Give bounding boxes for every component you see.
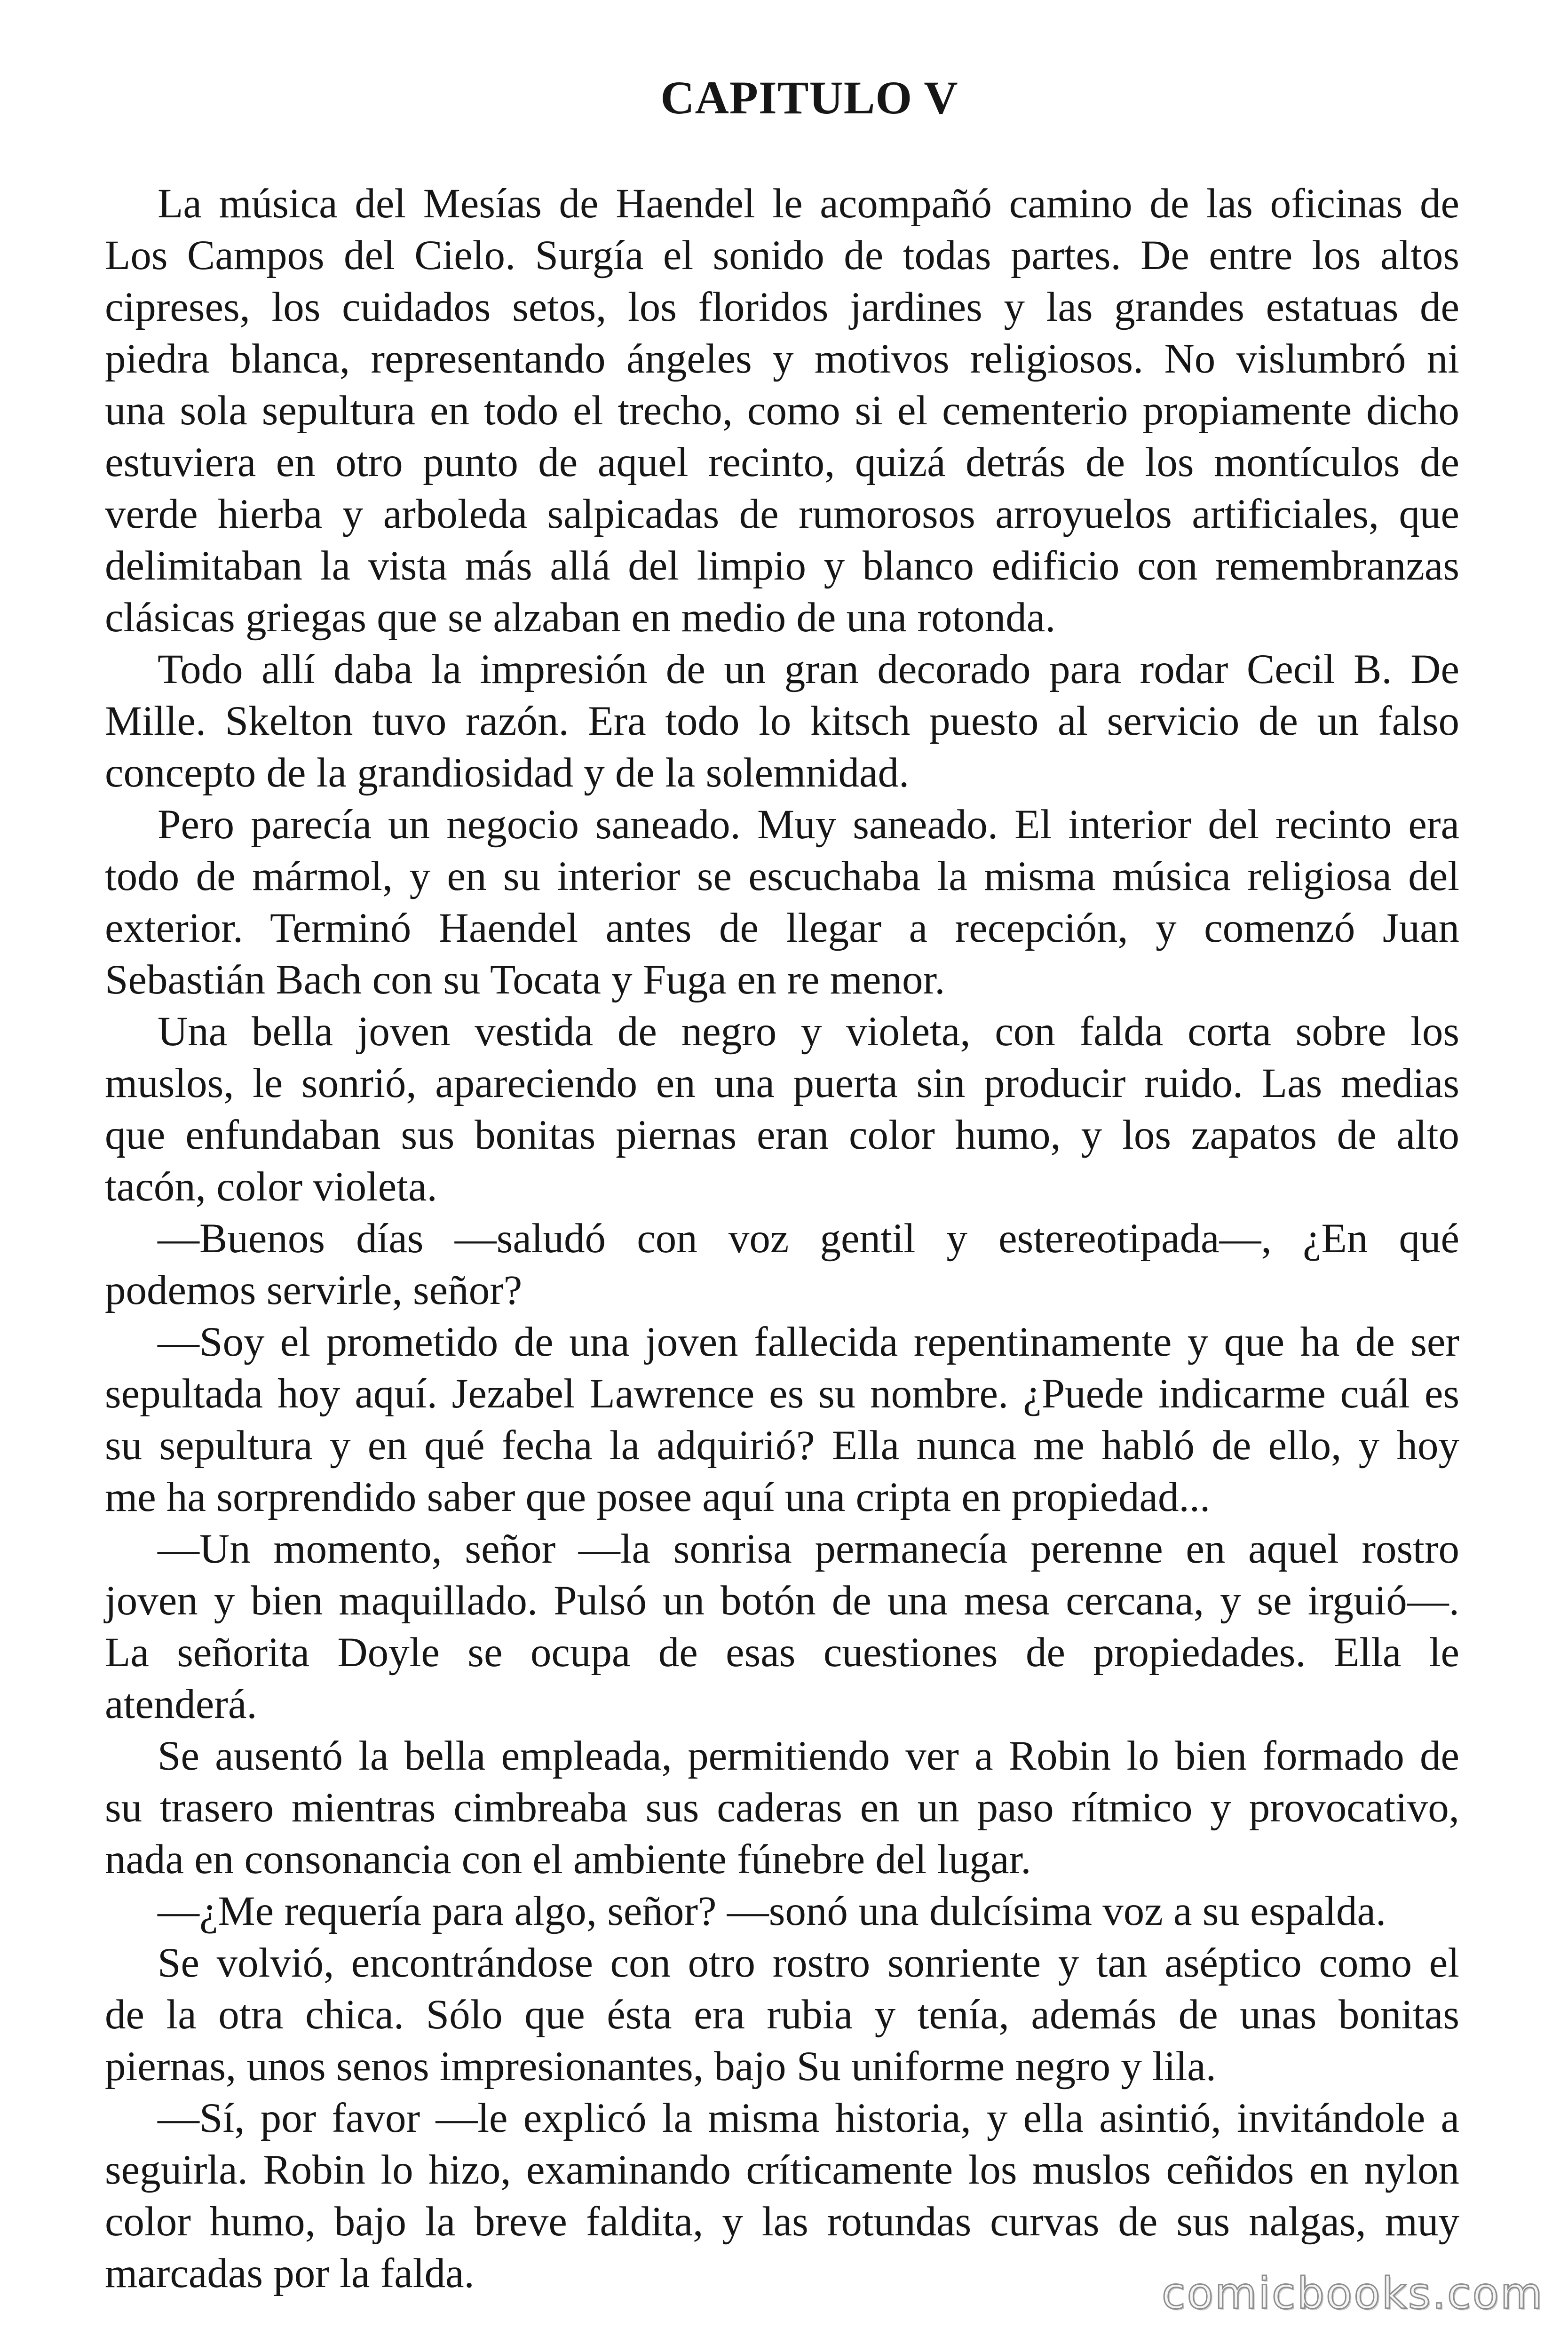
text-line: color humo, bajo la breve faldita, y las rotundas curvas de sus nalgas, muy [105, 2199, 1459, 2245]
text-line: Una bella joven vestida de negro y violeta, con falda corta sobre los [158, 1009, 1459, 1055]
text-line: Mille. Skelton tuvo razón. Era todo lo kitsch puesto al servicio de un falso [105, 698, 1459, 744]
text-line: —Soy el prometido de una joven fallecida repentinamente y que ha de ser [158, 1319, 1459, 1365]
paragraph [105, 1937, 1459, 2092]
watermark: comicbooks.com [1162, 2268, 1544, 2319]
text-line: —¿Me requería para algo, señor? —sonó una dulcísima voz a su espalda. [158, 1888, 1386, 1934]
text-line: delimitaban la vista más allá del limpio y blanco edificio con remembranzas [105, 543, 1459, 589]
text-line: una sola sepultura en todo el trecho, como si el cementerio propiamente dicho [105, 388, 1459, 434]
text-line: piedra blanca, representando ángeles y motivos religiosos. No vislumbró ni [105, 336, 1459, 382]
text-line: Se volvió, encontrándose con otro rostro sonriente y tan aséptico como el [158, 1940, 1459, 1986]
text-line: podemos servirle, señor? [105, 1267, 523, 1313]
text-line: estuviera en otro punto de aquel recinto, quizá detrás de los montículos de [105, 439, 1459, 485]
text-line: piernas, unos senos impresionantes, bajo Su uniforme negro y lila. [105, 2043, 1217, 2090]
text-line: seguirla. Robin lo hizo, examinando críticamente los muslos ceñidos en nylon [105, 2147, 1459, 2193]
text-line: cipreses, los cuidados setos, los floridos jardines y las grandes estatuas de [105, 284, 1459, 330]
paragraph [105, 799, 1459, 1006]
body-text [105, 178, 1459, 2299]
chapter-title: CAPITULO V [660, 72, 958, 124]
text-line: exterior. Terminó Haendel antes de llegar a recepción, y comenzó Juan [105, 905, 1459, 951]
text-line: —Sí, por favor —le explicó la misma historia, y ella asintió, invitándole a [158, 2095, 1459, 2141]
text-line: que enfundaban sus bonitas piernas eran color humo, y los zapatos de alto [105, 1112, 1459, 1158]
text-line: tacón, color violeta. [105, 1164, 437, 1210]
text-line: concepto de la grandiosidad y de la solemnidad. [105, 750, 910, 796]
paragraph [105, 1213, 1459, 1316]
text-line: clásicas griegas que se alzaban en medio de una rotonda. [105, 595, 1056, 641]
text-line: —Un momento, señor —la sonrisa permanecía perenne en aquel rostro [158, 1526, 1459, 1572]
text-line: Se ausentó la bella empleada, permitiendo ver a Robin lo bien formado de [158, 1733, 1459, 1779]
paragraph [105, 1316, 1459, 1523]
text-line: joven y bien maquillado. Pulsó un botón de una mesa cercana, y se irguió—. [105, 1578, 1459, 1624]
paragraph [105, 1523, 1459, 1730]
text-line: me ha sorprendido saber que posee aquí una cripta en propiedad... [105, 1474, 1211, 1520]
text-line: verde hierba y arboleda salpicadas de rumorosos arroyuelos artificiales, que [105, 491, 1459, 537]
text-line: nada en consonancia con el ambiente fúnebre del lugar. [105, 1836, 1031, 1883]
text-line: —Buenos días —saludó con voz gentil y estereotipada—, ¿En qué [158, 1216, 1459, 1262]
text-line: sepultada hoy aquí. Jezabel Lawrence es su nombre. ¿Puede indicarme cuál es [105, 1371, 1459, 1417]
text-line: su sepultura y en qué fecha la adquirió? Ella nunca me habló de ello, y hoy [105, 1422, 1459, 1469]
text-line: todo de mármol, y en su interior se escuchaba la misma música religiosa del [105, 853, 1459, 899]
text-line: atenderá. [105, 1681, 257, 1727]
paragraph [105, 1006, 1459, 1213]
paragraph [105, 1730, 1459, 1885]
text-line: La señorita Doyle se ocupa de esas cuestiones de propiedades. Ella le [105, 1629, 1459, 1676]
text-line: Todo allí daba la impresión de un gran decorado para rodar Cecil B. De [158, 646, 1459, 692]
paragraph [105, 644, 1459, 799]
text-line: de la otra chica. Sólo que ésta era rubia y tenía, además de unas bonitas [105, 1992, 1459, 2038]
text-line: Sebastián Bach con su Tocata y Fuga en re menor. [105, 957, 945, 1003]
text-line: su trasero mientras cimbreaba sus caderas en un paso rítmico y provocativo, [105, 1785, 1459, 1831]
paragraph [105, 1885, 1459, 1937]
paragraph [105, 178, 1459, 644]
text-line: muslos, le sonrió, apareciendo en una puerta sin producir ruido. Las medias [105, 1060, 1459, 1106]
text-line: marcadas por la falda. [105, 2250, 475, 2296]
text-line: Pero parecía un negocio saneado. Muy saneado. El interior del recinto era [158, 802, 1459, 848]
text-line: La música del Mesías de Haendel le acompañó camino de las oficinas de [158, 181, 1459, 227]
text-line: Los Campos del Cielo. Surgía el sonido de todas partes. De entre los altos [105, 232, 1459, 278]
